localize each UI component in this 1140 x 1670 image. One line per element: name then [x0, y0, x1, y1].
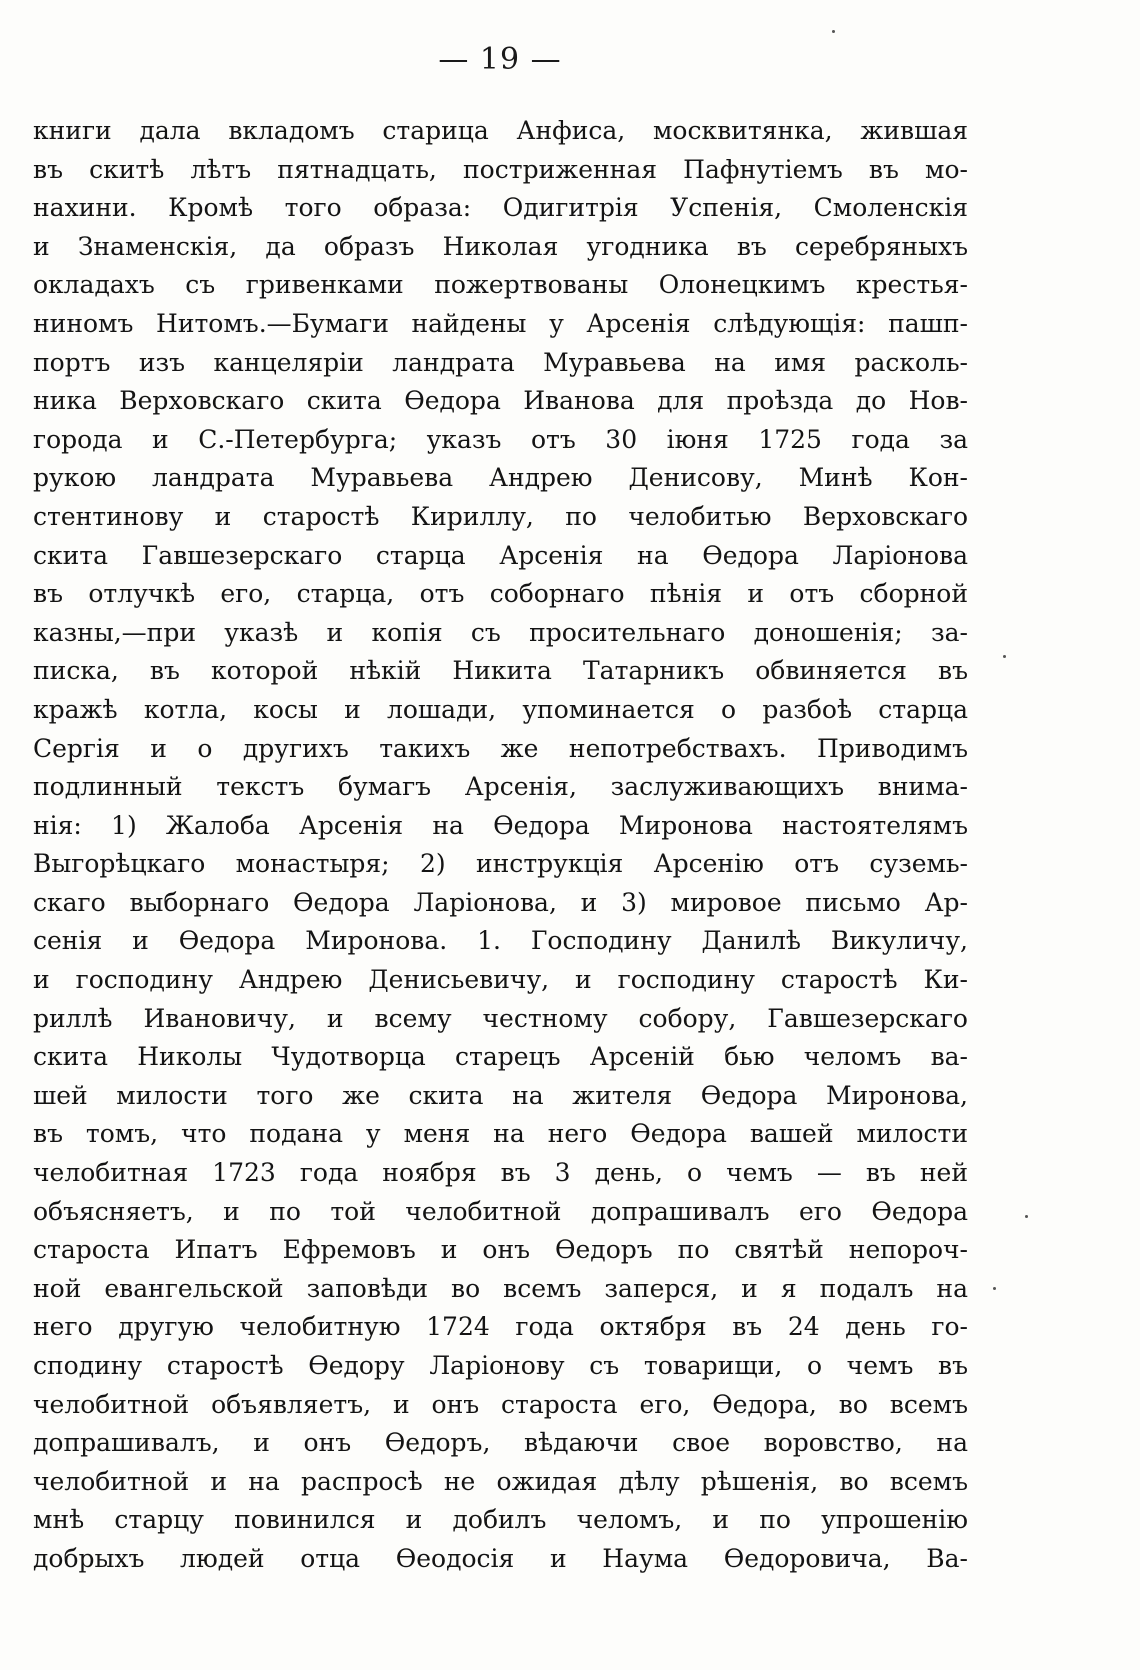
text-line: сенія и Өедора Миронова. 1. Господину Данилѣ Викуличу,: [33, 926, 968, 956]
text-line: объясняетъ, и по той челобитной допрашивалъ его Өедора: [33, 1196, 968, 1226]
text-line: нія: 1) Жалоба Арсенія на Өедора Миронова настоятелямъ: [33, 810, 968, 840]
text-line: кражѣ котла, косы и лошади, упоминается о разбоѣ старца: [33, 694, 968, 724]
body-text: [33, 112, 968, 1579]
text-line: скаго выборнаго Өедора Ларіонова, и 3) мировое письмо Ар-: [33, 887, 968, 917]
text-line: него другую челобитную 1724 года октября въ 24 день го-: [33, 1312, 968, 1342]
text-line: челобитная 1723 года ноября въ 3 день, о чемъ — въ ней: [33, 1158, 968, 1188]
text-line: Выгорѣцкаго монастыря; 2) инструкція Арсенію отъ суземь-: [33, 849, 968, 879]
page-number: — 19 —: [438, 42, 562, 77]
scan-speck: [832, 30, 835, 33]
text-line: шей милости того же скита на жителя Өедора Миронова,: [33, 1080, 968, 1110]
text-line: книги дала вкладомъ старица Анфиса, москвитянка, жившая: [33, 116, 968, 145]
text-line: казны,—при указѣ и копія съ просительнаго доношенія; за-: [33, 617, 968, 647]
text-line: нахини. Кромѣ того образа: Одигитрія Успенія, Смоленскія: [33, 193, 968, 223]
text-line: Сергія и о другихъ такихъ же непотребствахъ. Приводимъ: [33, 733, 968, 763]
text-line: рукою ландрата Муравьева Андрею Денисову, Минѣ Кон-: [33, 463, 968, 493]
scan-speck: [993, 1287, 996, 1290]
text-line: ника Верховскаго скита Өедора Иванова для проѣзда до Нов-: [33, 386, 968, 416]
text-line: мнѣ старцу повинился и добилъ челомъ, и по упрошенію: [33, 1505, 968, 1535]
text-line: староста Ипатъ Ефремовъ и онъ Өедоръ по святѣй непороч-: [33, 1235, 968, 1265]
text-line: въ скитѣ лѣтъ пятнадцать, постриженная Пафнутіемъ въ мо-: [33, 154, 968, 184]
text-line: въ томъ, что подана у меня на него Өедора вашей милости: [33, 1119, 968, 1149]
text-line: скита Гавшезерскаго старца Арсенія на Өедора Ларіонова: [33, 540, 968, 570]
text-line: писка, въ которой нѣкій Никита Татарникъ обвиняется въ: [33, 656, 968, 686]
text-line: ниномъ Нитомъ.—Бумаги найдены у Арсенія слѣдующія: пашп-: [33, 308, 968, 338]
text-line: челобитной и на распросѣ не ожидая дѣлу рѣшенія, во всемъ: [33, 1466, 968, 1496]
text-line: сподину старостѣ Өедору Ларіонову съ товарищи, о чемъ въ: [33, 1351, 968, 1380]
scan-speck: [1025, 1215, 1028, 1218]
text-line: подлинный текстъ бумагъ Арсенія, заслуживающихъ внима-: [33, 772, 968, 802]
text-line: въ отлучкѣ его, старца, отъ соборнаго пѣнія и отъ сборной: [33, 579, 968, 609]
text-line: риллѣ Ивановичу, и всему честному собору, Гавшезерскаго: [33, 1003, 968, 1033]
text-line: челобитной объявляетъ, и онъ староста его, Өедора, во всемъ: [33, 1389, 968, 1419]
text-line: и Знаменскія, да образъ Николая угодника въ серебряныхъ: [33, 231, 968, 261]
text-line: добрыхъ людей отца Өеодосія и Наума Өедоровича, Ва-: [33, 1543, 968, 1573]
text-line: и господину Андрею Денисьевичу, и господину старостѣ Ки-: [33, 965, 968, 995]
scan-speck: [1003, 655, 1006, 658]
text-line: допрашивалъ, и онъ Өедоръ, вѣдаючи свое воровство, на: [33, 1428, 968, 1458]
text-line: скита Николы Чудотворца старецъ Арсеній бью челомъ ва-: [33, 1042, 968, 1072]
text-line: города и С.-Петербурга; указъ отъ 30 іюня 1725 года за: [33, 424, 968, 454]
text-line: портъ изъ канцеляріи ландрата Муравьева на имя расколь-: [33, 347, 968, 377]
text-line: ной евангельской заповѣди во всемъ заперся, и я подалъ на: [33, 1273, 968, 1303]
text-line: стентинову и старостѣ Кириллу, по челобитью Верховскаго: [33, 501, 968, 531]
text-line: окладахъ съ гривенками пожертвованы Олонецкимъ крестья-: [33, 270, 968, 300]
